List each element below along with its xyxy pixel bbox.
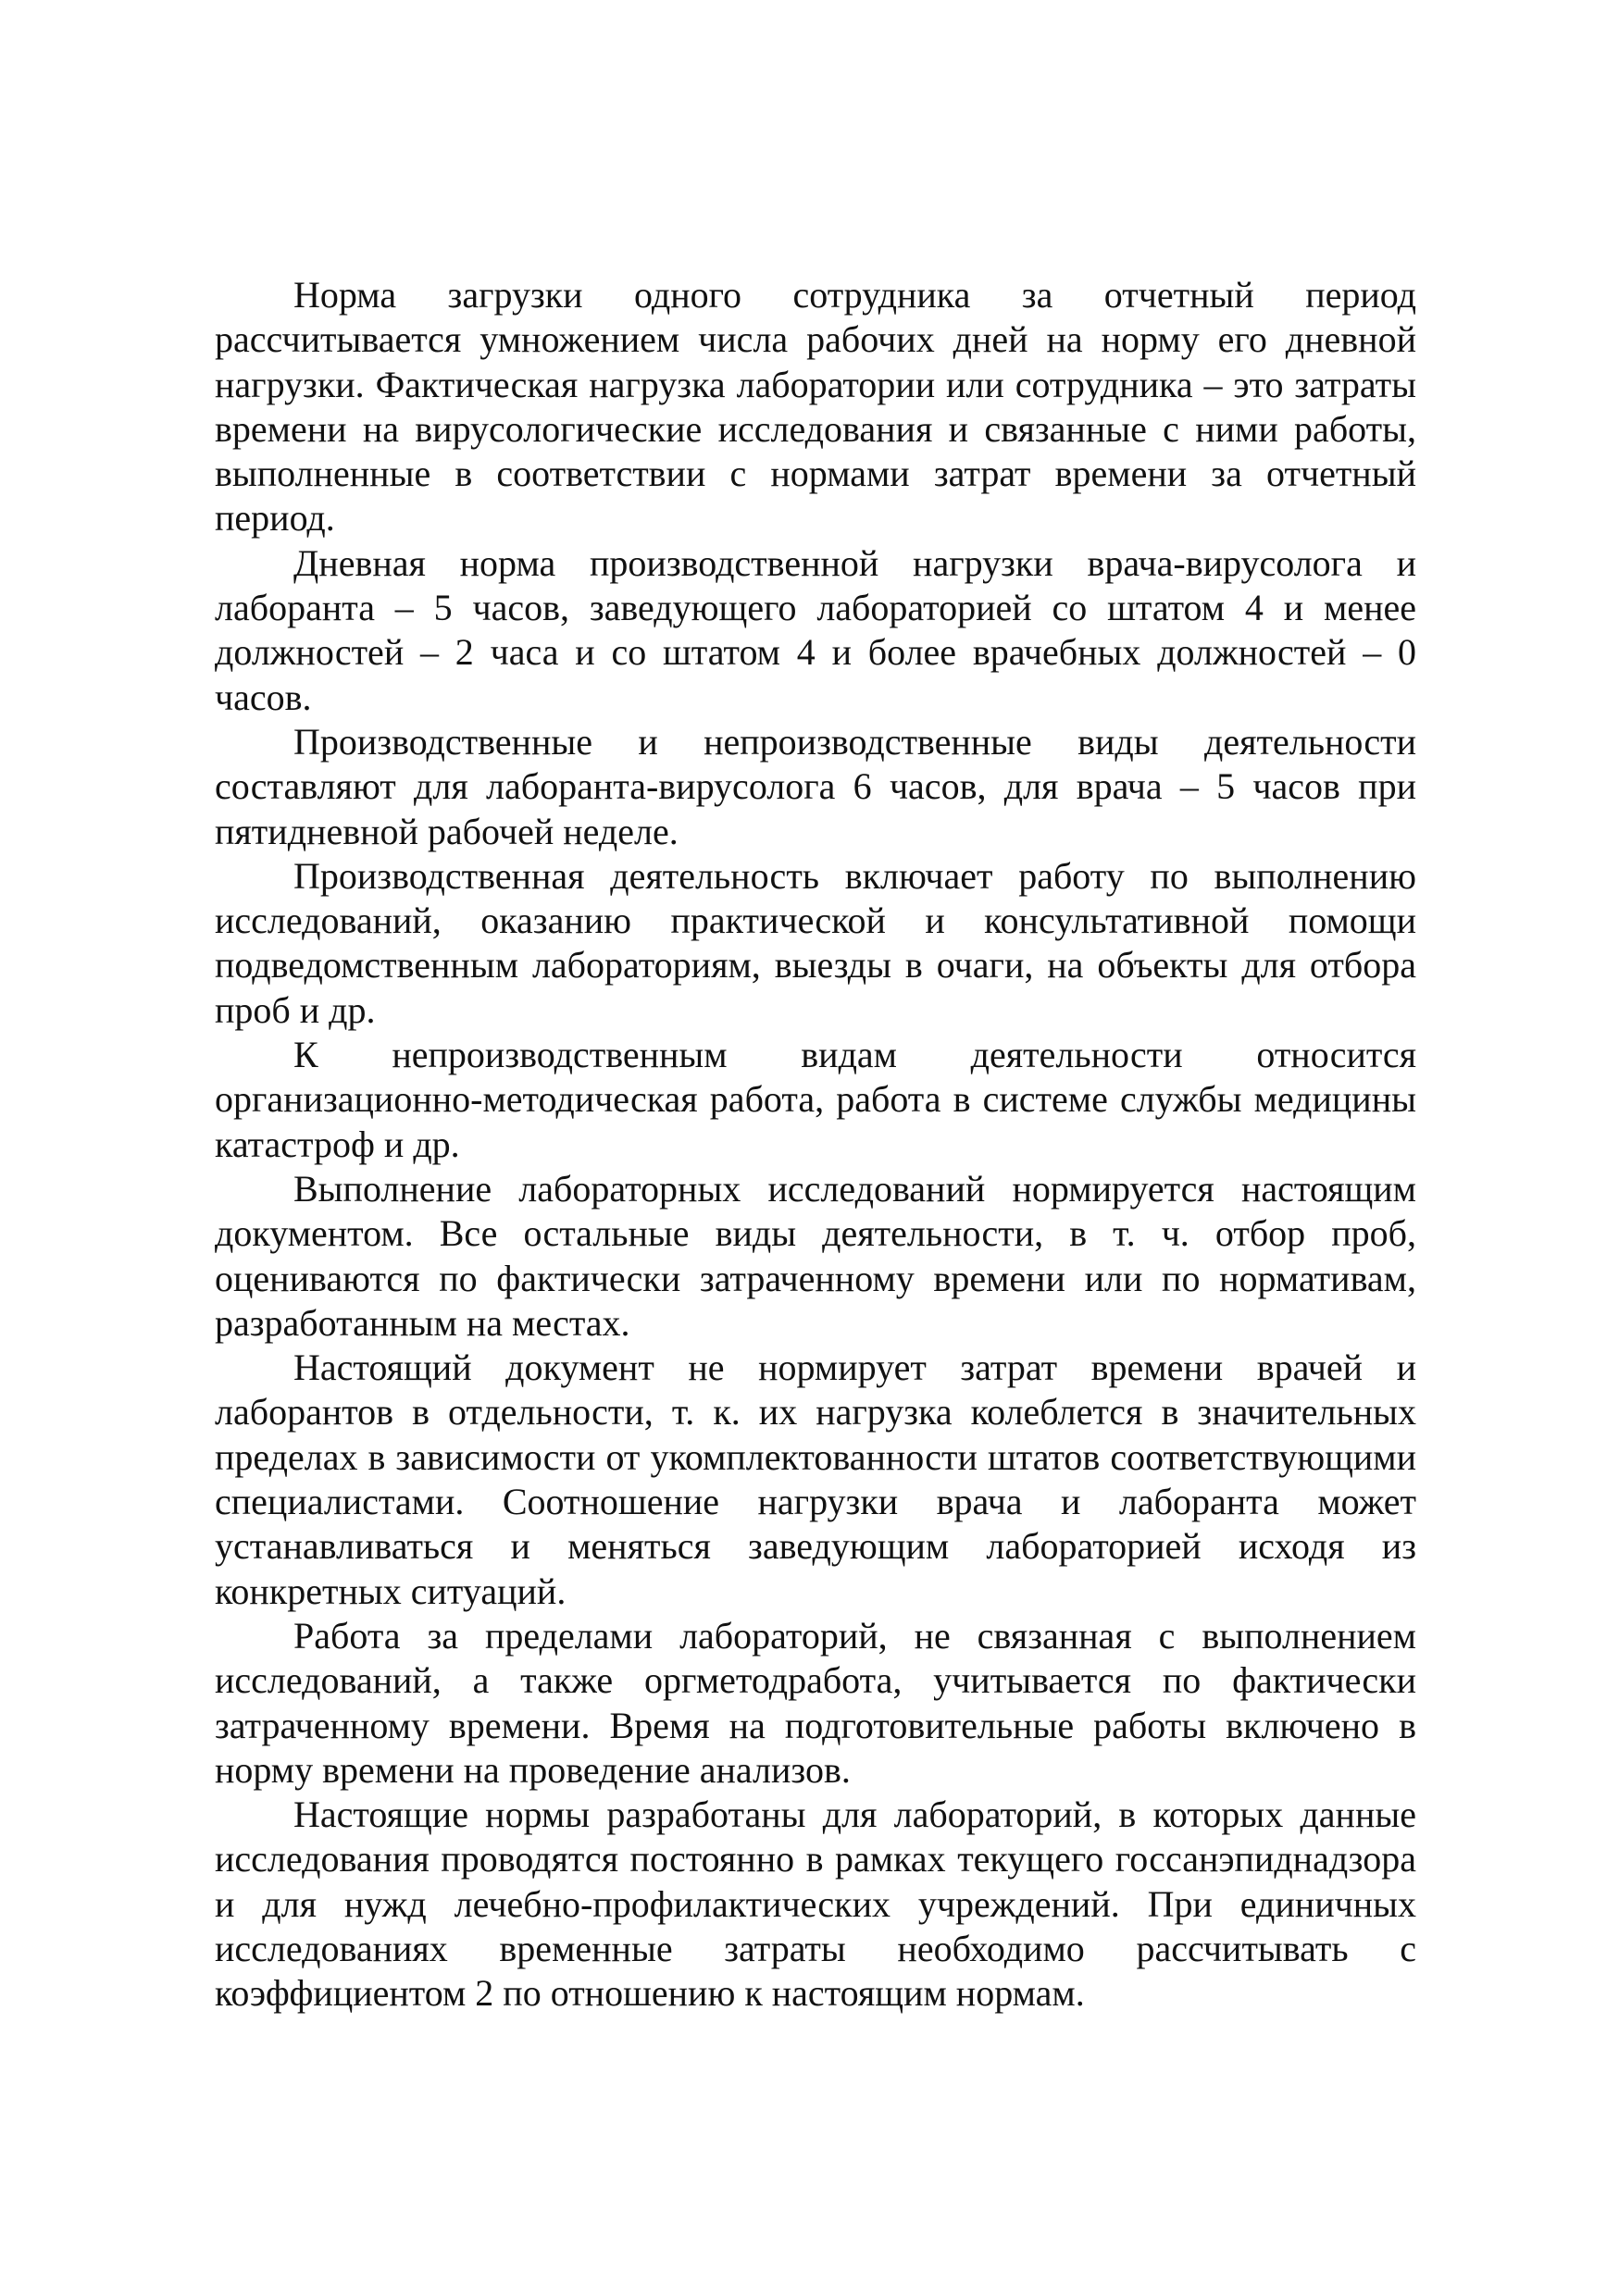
paragraph-5: К непроизводственным видам деятельности относится организационно-методическая работа, работа в системе службы медицины катастроф и др. xyxy=(215,1034,1416,1165)
paragraph-3: Производственные и непроизводственные виды деятельности составляют для лаборанта-вирусолога 6 часов, для врача – 5 часов при пятидневной рабочей неделе. xyxy=(215,720,1416,852)
paragraph-4: Производственная деятельность включает работу по выполнению исследований, оказанию практической и консультативной помощи подведомственным лабораториям, выезды в очаги, на объекты для отбора проб и др. xyxy=(215,854,1416,1031)
paragraph-6: Выполнение лабораторных исследований нормируется настоящим документом. Все остальные виды деятельности, в т. ч. отбор проб, оцениваются по фактически затраченному времени или по нормативам, разработанным на местах. xyxy=(215,1167,1416,1344)
paragraph-1: Норма загрузки одного сотрудника за отчетный период рассчитывается умножением числа рабочих дней на норму его дневной нагрузки. Фактическая нагрузка лаборатории или сотрудника – это затраты времени на вирусологические исследования и связанные с ними работы, выполненные в соответствии с нормами затрат времени за отчетный период. xyxy=(215,274,1416,540)
paragraph-8: Работа за пределами лабораторий, не связанная с выполнением исследований, а также оргметодработа, учитывается по фактически затраченному времени. Время на подготовительные работы включено в норму времени на проведение анализов. xyxy=(215,1614,1416,1791)
paragraph-9: Настоящие нормы разработаны для лабораторий, в которых данные исследования проводятся постоянно в рамках текущего госсанэпиднадзора и для нужд лечебно-профилактических учреждений. При единичных исследованиях временные затраты необходимо рассчитывать с коэффициентом 2 по отношению к настоящим нормам. xyxy=(215,1793,1416,2015)
paragraph-2: Дневная норма производственной нагрузки врача-вирусолога и лаборанта – 5 часов, заведующего лабораторией со штатом 4 и менее должностей – 2 часа и со штатом 4 и более врачебных должностей – 0 часов. xyxy=(215,541,1416,718)
body-text xyxy=(215,273,1416,2017)
paragraph-7: Настоящий документ не нормирует затрат времени врачей и лаборантов в отдельности, т. к. их нагрузка колеблется в значительных пределах в зависимости от укомплектованности штатов соответствующими специалистами. Соотношение нагрузки врача и лаборанта может устанавливаться и меняться заведующим лабораторией исходя из конкретных ситуаций. xyxy=(215,1347,1416,1612)
